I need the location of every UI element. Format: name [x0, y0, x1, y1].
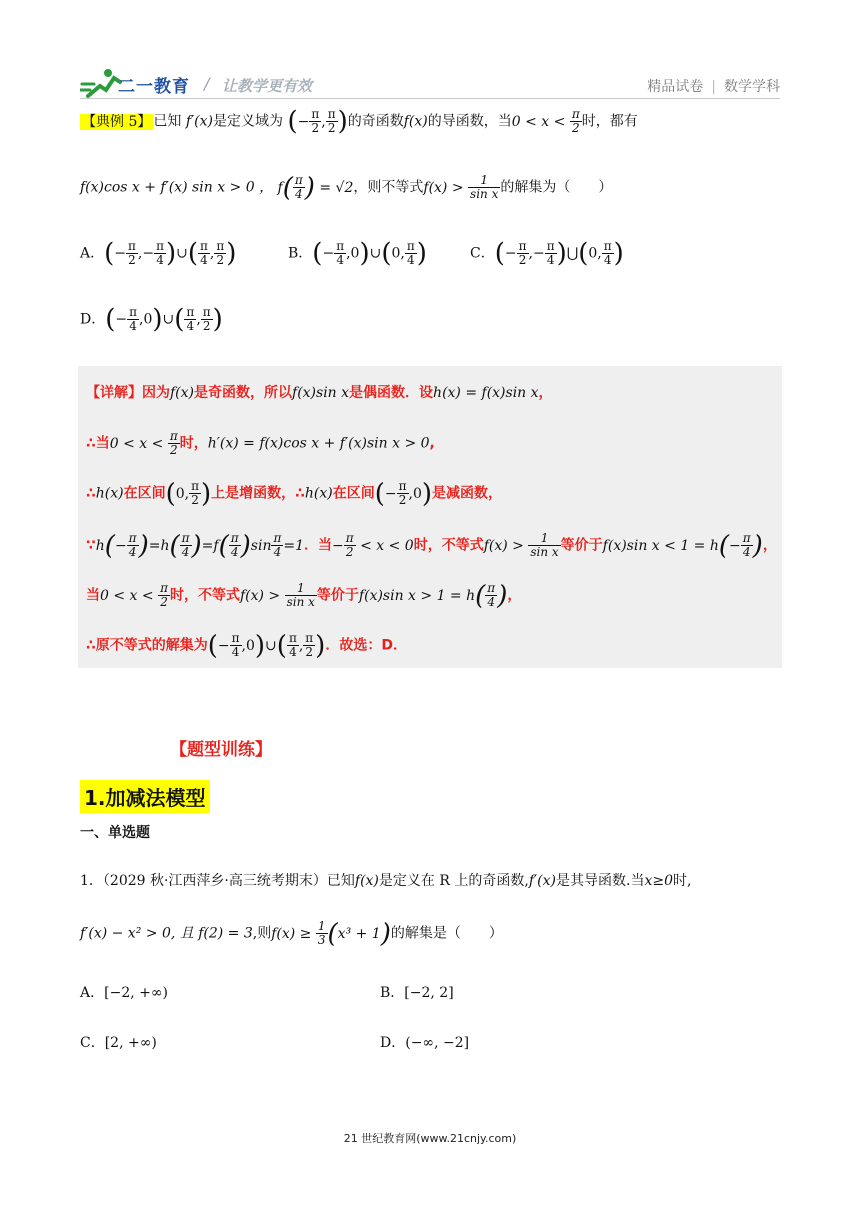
math: f(2) = 3	[198, 925, 253, 942]
math: f′(x)	[185, 113, 213, 130]
solution-line-6: ∴原不等式的解集为(− $\frac{\pi}{4}$ ,0)∪( $\frac{\pi}{4}$ , $\frac{\pi}{2}$ )．故选：D．	[86, 630, 407, 661]
text: ，则不等式	[353, 179, 424, 196]
solution-line-2: ∴当0 < x < $\frac{\pi}{2}$ 时，h′(x) = f(x)cos x + f′(x)sin x > 0,	[86, 429, 435, 457]
question-1-line-1	[80, 870, 691, 892]
math: f(x) > $\frac{1}{\text{sin x}}$	[423, 173, 499, 201]
text: 是其导函数.当	[556, 873, 645, 889]
training-subheading: 一、单选题	[80, 825, 150, 841]
text: ∴当	[86, 435, 110, 452]
option-label: A．	[80, 985, 105, 1001]
option-value: [−2, +∞)	[104, 985, 168, 1001]
header-slogan: 让教学更有效	[222, 77, 313, 95]
text: 是偶函数．设	[349, 385, 434, 401]
option-value: [−2, 2]	[404, 985, 454, 1001]
math: f′(x)	[528, 873, 556, 889]
math: x≥0	[644, 873, 673, 889]
option-label: C．	[470, 245, 495, 262]
option-label: C．	[80, 1035, 105, 1051]
text: 上是增函数，∴	[211, 485, 305, 502]
text: 时，都有	[581, 113, 638, 130]
text: 等价于	[560, 537, 603, 554]
page-footer: 21 世纪教育网(www.21cnjy.com)	[343, 1132, 517, 1145]
question-1-line-2	[80, 920, 503, 947]
option-label: B．	[288, 245, 313, 262]
header-separator: |	[711, 79, 716, 95]
text: ，	[538, 385, 553, 401]
text: 已知	[153, 113, 182, 130]
text: ．当	[304, 537, 333, 554]
text: 的导函数，当	[427, 113, 512, 130]
text: 的奇函数	[347, 113, 404, 130]
math: f( $\frac{\pi}{4}$ ) = √2	[277, 172, 354, 203]
text: ∴	[86, 485, 96, 502]
training-heading: 1.加减法模型	[80, 780, 210, 813]
text: 当	[86, 587, 100, 604]
option-d: D．(− $\frac{\pi}{4}$ ,0)∪( $\frac{\pi}{4}$ , $\frac{\pi}{2}$ )	[80, 304, 223, 335]
text: 时，不等式	[413, 537, 484, 554]
logo-text: 二一教育	[118, 77, 190, 97]
text: 时，不等式	[169, 587, 240, 604]
text: 1．（2029 秋·江西萍乡·高三统考期末）已知	[80, 873, 355, 889]
text: 是奇函数，所以	[194, 385, 293, 401]
solution-line-4: ∵h(− $\frac{\pi}{4}$ )=h( $\frac{\pi}{4}$ )=f( $\frac{\pi}{4}$ )sin $\frac{\pi}{4}$ =1．当− $\frac{\pi}{2}$ < x < 0时，不等式f(x) > $\frac{1}{\text{sin x}}$ 等价于f(x)sin x < 1 = h(− $\frac{\pi}{4}$ )，	[86, 530, 777, 561]
option-label: D．	[380, 1035, 406, 1051]
option-value: (−∞, −2]	[405, 1035, 470, 1051]
example-line-1	[80, 108, 638, 135]
text: 的解集为（ ）	[500, 179, 613, 196]
q1-option-a	[80, 982, 168, 1004]
example-line-2	[80, 174, 612, 201]
text: 是定义域为	[213, 113, 283, 130]
math: − $\frac{\pi}{2}$ , $\frac{\pi}{2}$	[297, 107, 336, 135]
math: )	[337, 106, 348, 137]
text: 在区间	[332, 485, 375, 502]
option-value: [2, +∞)	[104, 1035, 157, 1051]
math: (	[287, 106, 298, 137]
solution-line-1: 【详解】因为f(x)是奇函数，所以f(x)sin x是偶函数．设h(x) = f(x)sin x，	[86, 385, 553, 401]
option-label: D．	[80, 311, 106, 328]
option-c: C．(− $\frac{\pi}{2}$ ,− $\frac{\pi}{4}$ )⋃(0, $\frac{\pi}{4}$ )	[470, 238, 624, 269]
option-label: A．	[80, 245, 105, 262]
text: 是定义在 R 上的奇函数,	[378, 873, 529, 889]
header-subject: 数学学科	[724, 79, 780, 95]
text: 时,	[673, 873, 692, 889]
solution-line-5: 当0 < x < $\frac{\pi}{2}$ 时，不等式f(x) > $\frac{1}{\text{sin x}}$ 等价于f(x)sin x > 1 = h( $\frac{\pi}{4}$ )，	[86, 580, 522, 611]
math: f′(x) − x² > 0, 且	[80, 925, 194, 942]
q1-option-b	[380, 982, 454, 1004]
math: f(x)	[403, 113, 428, 130]
example-tag: 【典例 5】	[82, 113, 152, 130]
option-b: B．(− $\frac{\pi}{4}$ ,0)∪(0, $\frac{\pi}{4}$ )	[288, 238, 427, 269]
text: ∵	[86, 537, 96, 554]
q1-option-d	[380, 1032, 469, 1054]
math: f(x) ≥ $\frac{1}{3}$ (x³ + 1)	[271, 918, 391, 949]
math: f(x)	[354, 873, 379, 889]
text: ，	[762, 537, 777, 554]
text: 等价于	[316, 587, 359, 604]
option-a: A．(− $\frac{\pi}{2}$ ,− $\frac{\pi}{4}$ )∪( $\frac{\pi}{4}$ , $\frac{\pi}{2}$ )	[80, 238, 237, 269]
text: ,则	[252, 925, 272, 942]
training-title: 【题型训练】	[170, 740, 272, 760]
header-category: 精品试卷	[647, 79, 704, 95]
text: 在区间	[123, 485, 166, 502]
text: 时，	[179, 435, 208, 452]
text: 的解集是（ ）	[390, 925, 503, 942]
text: ．故选：D．	[325, 637, 407, 654]
q1-option-c	[80, 1032, 157, 1054]
math: 0 < x < $\frac{\pi}{2}$	[511, 107, 580, 135]
math: f(x)cos x + f′(x) sin x > 0 ，	[80, 179, 274, 196]
header-slash: /	[204, 74, 210, 93]
text: ，	[507, 587, 522, 604]
text: 【详解】因为	[86, 385, 170, 401]
text: 是减函数，	[432, 485, 503, 502]
solution-box	[78, 366, 782, 668]
option-label: B．	[380, 985, 405, 1001]
text: ∴原不等式的解集为	[86, 637, 208, 654]
header-right	[647, 76, 780, 96]
header-divider	[80, 98, 780, 99]
solution-line-3: ∴h(x)在区间(0, $\frac{\pi}{2}$ )上是增函数，∴h(x)在区间(− $\frac{\pi}{2}$ ,0)是减函数，	[86, 478, 503, 509]
